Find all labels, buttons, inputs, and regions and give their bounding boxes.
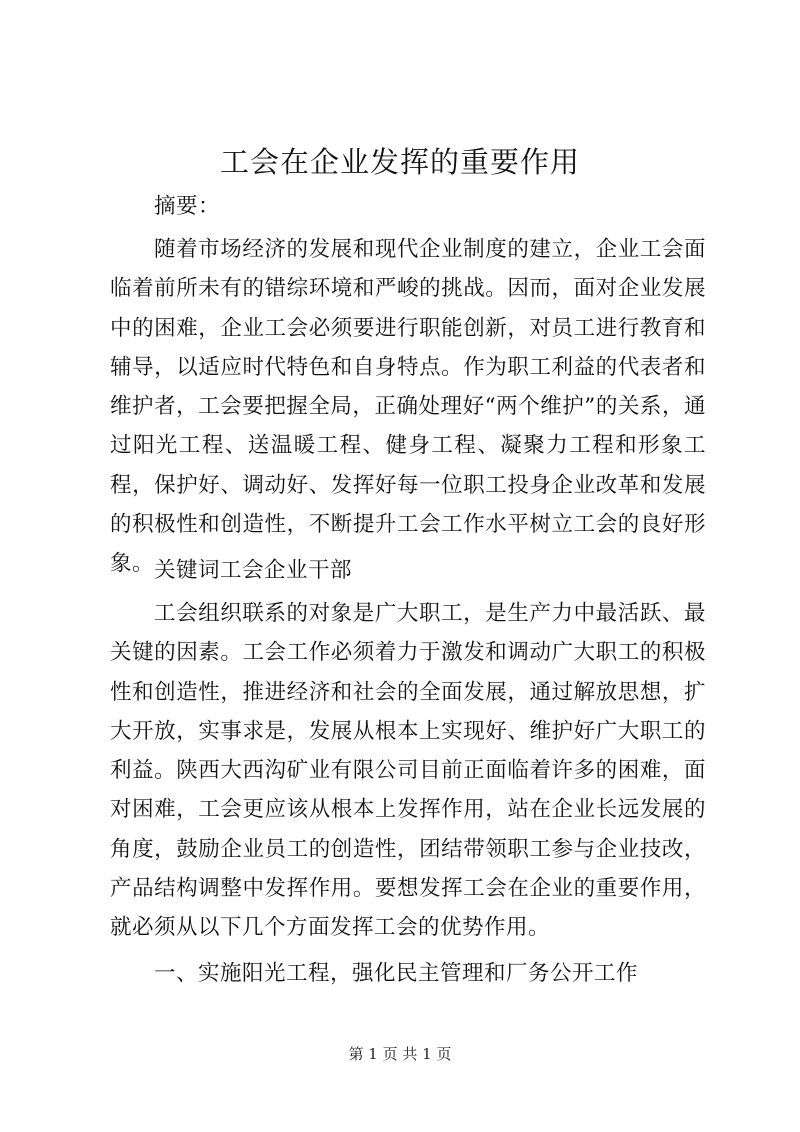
- keywords-line: [110, 551, 706, 590]
- intro-paragraph: 工会组织联系的对象是广大职工，是生产力中最活跃、最关键的因素。工会工作必须着力于激发和调动广大职工的积极性和创造性，推进经济和社会的全面发展，通过解放思想，扩大开放，实事求是，发展从根本上实现好、维护好广大职工的利益。陕西大西沟矿业有限公司目前正面临着许多的困难，面对困难，工会更应该从根本上发挥作用，站在企业长远发展的角度，鼓励企业员工的创造性，团结带领职工参与企业技改，产品结构调整中发挥作用。要想发挥工会在企业的重要作用，就必须从以下几个方面发挥工会的优势作用。: [110, 601, 706, 941]
- page-number-footer: 第 1 页 共 1 页: [348, 1045, 452, 1063]
- abstract-label: [110, 187, 706, 226]
- abstract-paragraph: 随着市场经济的发展和现代企业制度的建立，企业工会面临着前所未有的错综环境和严峻的挑战。因而，面对企业发展中的困难，企业工会必须要进行职能创新，对员工进行教育和辅导，以适应时代特色和自身特点。作为职工利益的代表者和维护者，工会要把握全局，正确处理好“两个维护”的关系，通过阳光工程、送温暖工程、健身工程、凝聚力工程和形象工程，保护好、调动好、发挥好每一位职工投身企业改革和发展的积极性和创造性，不断提升工会工作水平树立工会的良好形象。: [110, 237, 706, 577]
- keywords-text: 关键词工会企业干部: [154, 558, 353, 583]
- document-title: 工会在企业发挥的重要作用: [219, 145, 580, 179]
- section-heading-text: 一、实施阳光工程，强化民主管理和厂务公开工作: [154, 961, 639, 986]
- abstract-label-text: 摘要：: [154, 194, 221, 219]
- section-heading: [110, 954, 706, 993]
